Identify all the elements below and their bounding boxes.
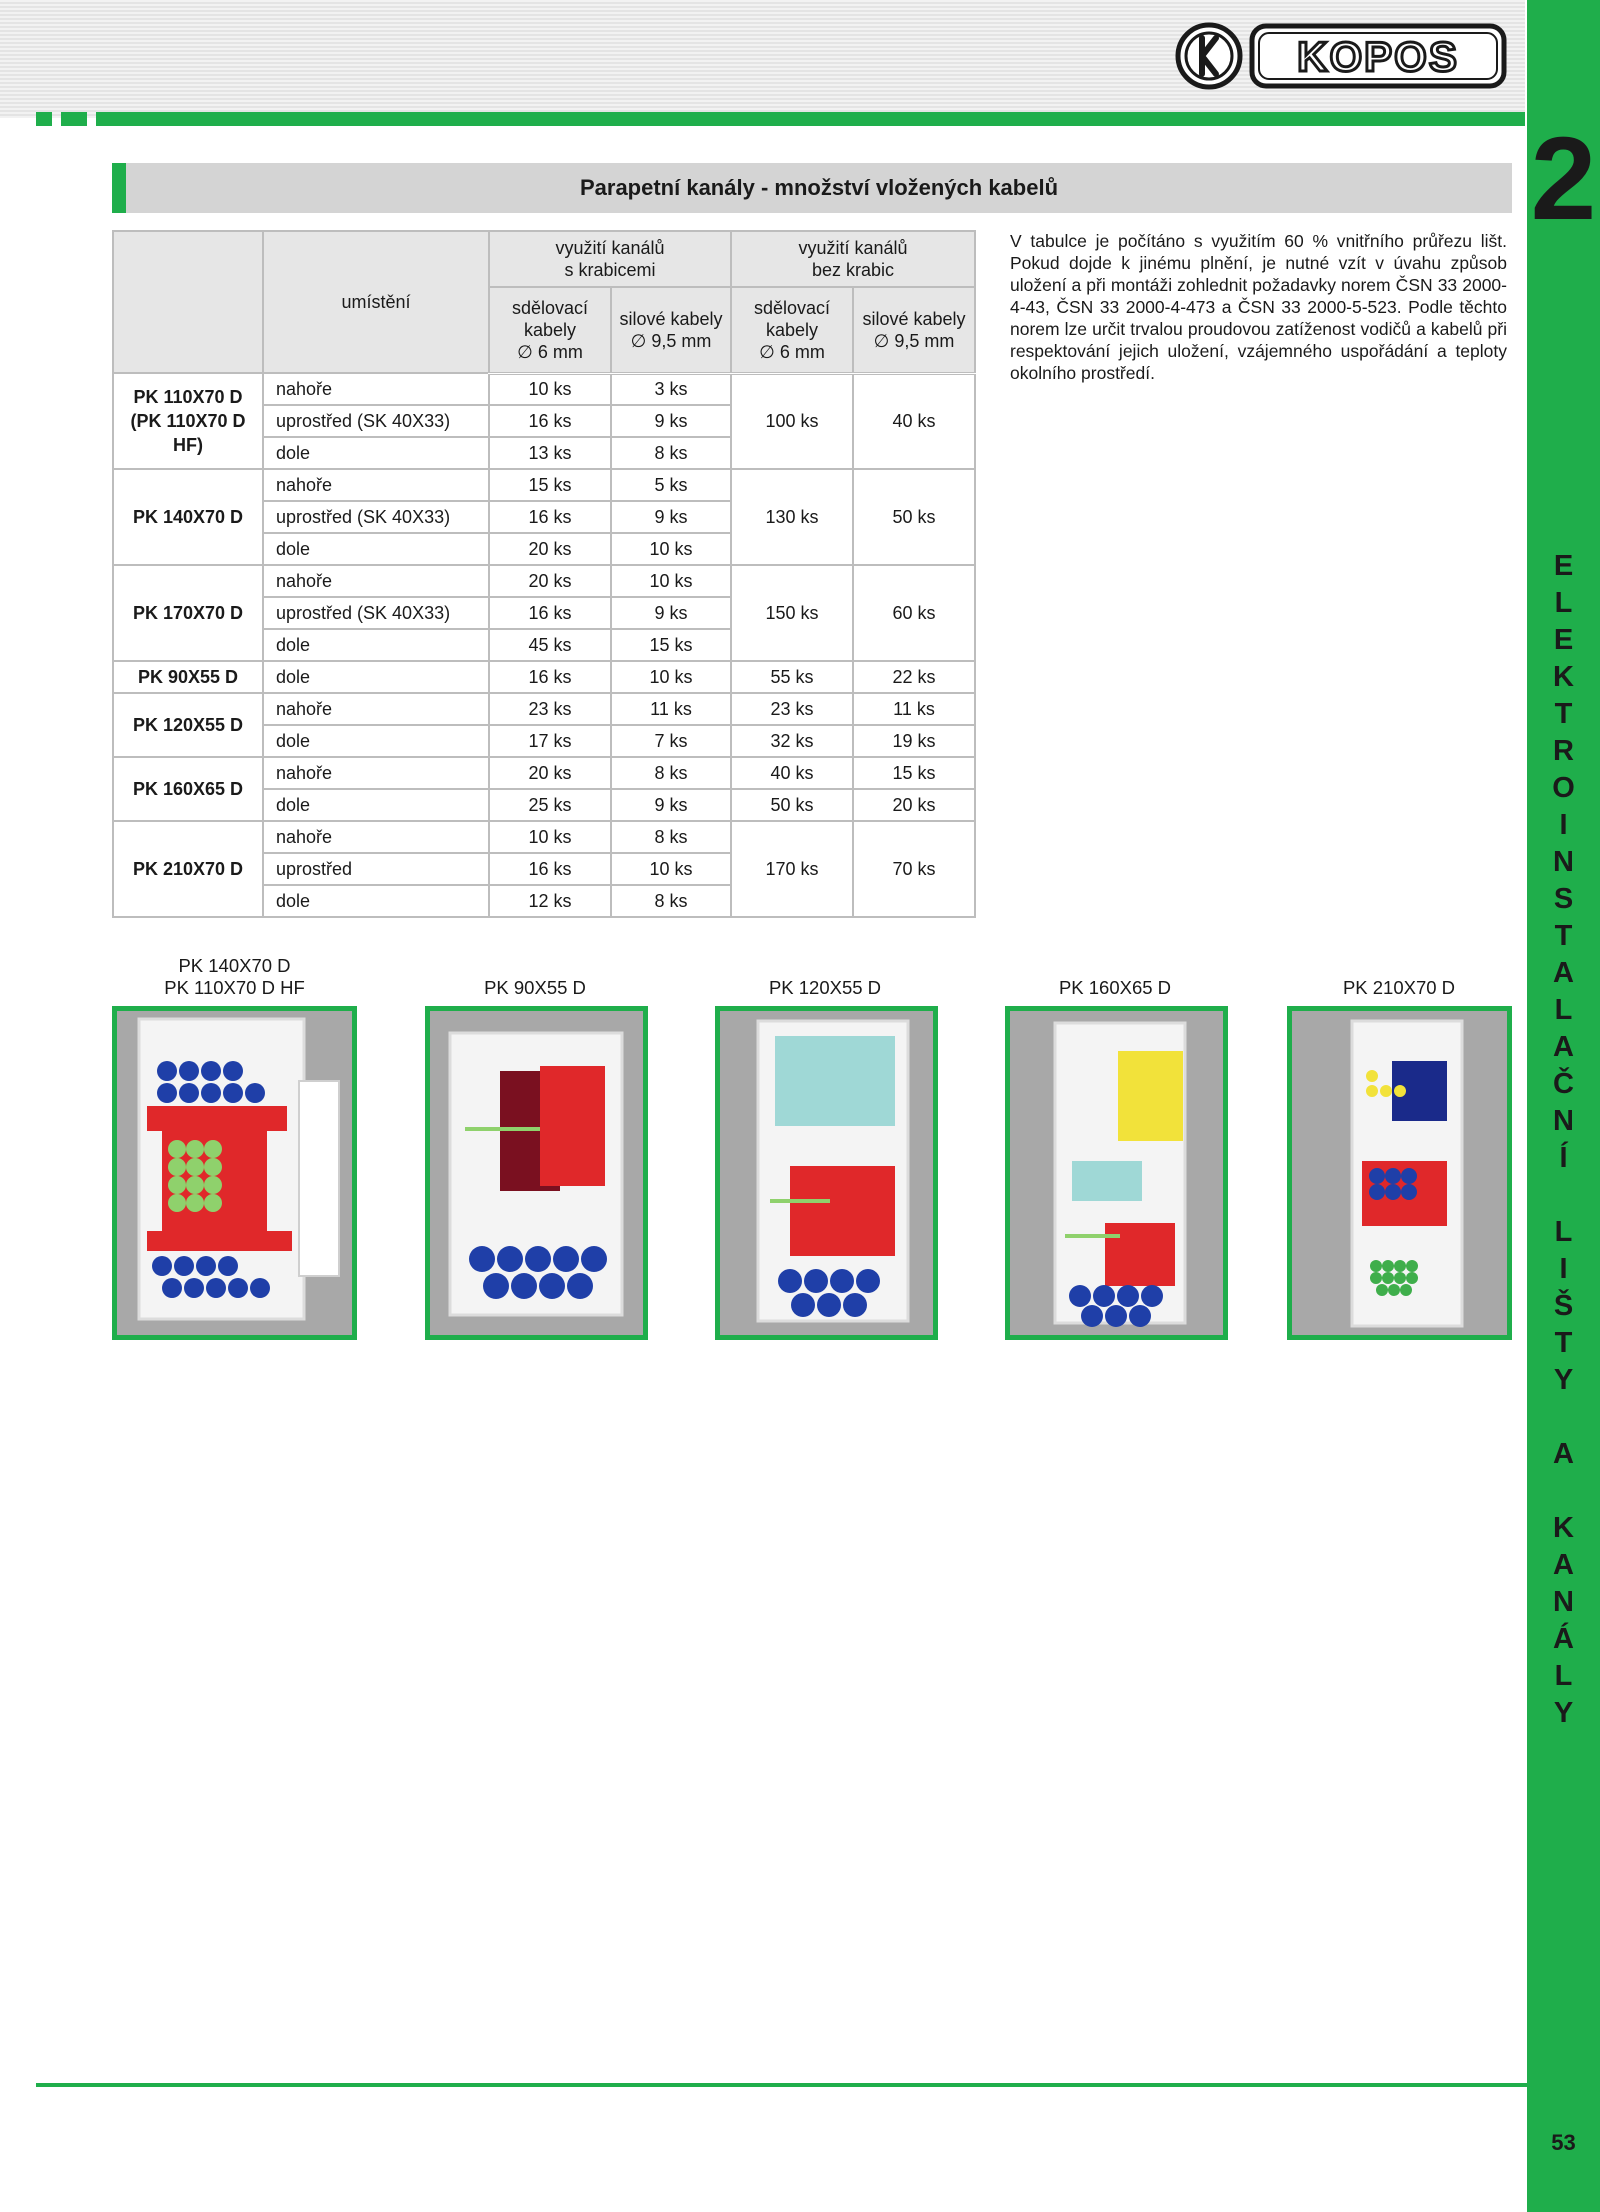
chapter-title-letter: L	[1554, 587, 1573, 619]
value-cell: 9 ks	[611, 789, 731, 821]
cable-capacity-table	[112, 230, 976, 918]
chapter-title-letter: R	[1553, 735, 1574, 767]
value-cell: 16 ks	[489, 661, 611, 693]
product-cell: PK 160X65 D	[113, 757, 263, 821]
chapter-title-letter: Š	[1553, 1290, 1574, 1322]
value-cell: 20 ks	[489, 565, 611, 597]
value-cell: 11 ks	[853, 693, 975, 725]
value-cell: 8 ks	[611, 437, 731, 469]
chapter-title-letter: L	[1554, 1216, 1573, 1248]
chapter-title-letter: Č	[1553, 1068, 1574, 1100]
table-row	[113, 373, 975, 405]
location-cell: dole	[263, 885, 489, 917]
chapter-title-letter	[1527, 1473, 1600, 1510]
cross-section-pk210	[1287, 1006, 1512, 1340]
value-cell: 13 ks	[489, 437, 611, 469]
value-cell: 11 ks	[611, 693, 731, 725]
cross-section-label: PK 90X55 D	[484, 977, 586, 998]
value-cell: 7 ks	[611, 725, 731, 757]
chapter-number: 2	[1530, 113, 1597, 245]
value-cell: 10 ks	[489, 821, 611, 853]
chapter-title-letter: K	[1553, 661, 1574, 693]
value-cell: 150 ks	[731, 565, 853, 661]
location-cell: uprostřed (SK 40X33)	[263, 597, 489, 629]
chapter-title-letter: I	[1559, 809, 1568, 841]
value-cell: 8 ks	[611, 757, 731, 789]
header-location: umístění	[263, 231, 489, 373]
cross-section-label: PK 140X70 D PK 110X70 D HF	[164, 955, 305, 998]
cross-section-label: PK 210X70 D	[1342, 977, 1456, 998]
chapter-title-letter	[1527, 1399, 1600, 1436]
kopos-logo	[1172, 20, 1510, 92]
cross-section-label: PK 160X65 D	[1058, 977, 1172, 998]
table-row	[113, 565, 975, 597]
value-cell: 100 ks	[731, 373, 853, 469]
section-title: Parapetní kanály - množství vložených kabelů	[579, 175, 1059, 200]
location-cell: nahoře	[263, 565, 489, 597]
chapter-title-letter: A	[1553, 1549, 1574, 1581]
table-header-row	[113, 231, 975, 287]
value-cell: 10 ks	[611, 853, 731, 885]
chapter-title-letter: Y	[1553, 1697, 1574, 1729]
chapter-title-letter: E	[1553, 550, 1574, 582]
value-cell: 12 ks	[489, 885, 611, 917]
header-signal-with-boxes: sdělovací kabely ∅ 6 mm	[489, 287, 611, 373]
cross-section-label: PK 120X55 D	[768, 977, 882, 998]
value-cell: 10 ks	[611, 661, 731, 693]
logo-text: KOPOS	[1297, 33, 1459, 80]
value-cell: 60 ks	[853, 565, 975, 661]
value-cell: 40 ks	[853, 373, 975, 469]
value-cell: 10 ks	[611, 533, 731, 565]
value-cell: 70 ks	[853, 821, 975, 917]
location-cell: dole	[263, 533, 489, 565]
value-cell: 9 ks	[611, 597, 731, 629]
value-cell: 40 ks	[731, 757, 853, 789]
chapter-title-letter: Í	[1559, 1142, 1568, 1174]
table-row	[113, 693, 975, 725]
header-product	[113, 231, 263, 373]
header-signal-without-boxes: sdělovací kabely ∅ 6 mm	[731, 287, 853, 373]
product-cell: PK 110X70 D (PK 110X70 D HF)	[113, 373, 263, 469]
header-power-with-boxes: silové kabely ∅ 9,5 mm	[611, 287, 731, 373]
table-row	[113, 469, 975, 501]
table-row	[113, 757, 975, 789]
value-cell: 55 ks	[731, 661, 853, 693]
chapter-title-letter: T	[1554, 1327, 1573, 1359]
value-cell: 16 ks	[489, 405, 611, 437]
value-cell: 9 ks	[611, 501, 731, 533]
value-cell: 17 ks	[489, 725, 611, 757]
location-cell: dole	[263, 629, 489, 661]
product-cell: PK 120X55 D	[113, 693, 263, 757]
footer-rule	[36, 2083, 1527, 2087]
product-cell: PK 170X70 D	[113, 565, 263, 661]
chapter-title-letter: A	[1553, 1438, 1574, 1470]
location-cell: dole	[263, 661, 489, 693]
chapter-title-letter: L	[1554, 1660, 1573, 1692]
header-group-with-boxes: využití kanálů s krabicemi	[489, 231, 731, 287]
chapter-title-letter: N	[1553, 1586, 1574, 1618]
value-cell: 15 ks	[611, 629, 731, 661]
location-cell: dole	[263, 789, 489, 821]
cross-section-pk140	[112, 1006, 357, 1340]
chapter-title-letter: I	[1559, 1253, 1568, 1285]
value-cell: 16 ks	[489, 597, 611, 629]
chapter-vertical-title	[1527, 548, 1600, 1732]
value-cell: 3 ks	[611, 373, 731, 405]
chapter-title-letter	[1527, 1177, 1600, 1214]
value-cell: 50 ks	[853, 469, 975, 565]
chapter-title-letter: Y	[1553, 1364, 1574, 1396]
chapter-title-letter: S	[1553, 883, 1574, 915]
header-power-without-boxes: silové kabely ∅ 9,5 mm	[853, 287, 975, 373]
value-cell: 170 ks	[731, 821, 853, 917]
table-row	[113, 661, 975, 693]
value-cell: 32 ks	[731, 725, 853, 757]
value-cell: 25 ks	[489, 789, 611, 821]
value-cell: 23 ks	[489, 693, 611, 725]
cross-section-pk120	[715, 1006, 938, 1340]
value-cell: 22 ks	[853, 661, 975, 693]
location-cell: nahoře	[263, 821, 489, 853]
product-cell: PK 210X70 D	[113, 821, 263, 917]
section-title-bar	[112, 163, 1512, 213]
chapter-title-letter: T	[1554, 920, 1573, 952]
product-cell: PK 90X55 D	[113, 661, 263, 693]
value-cell: 19 ks	[853, 725, 975, 757]
location-cell: nahoře	[263, 469, 489, 501]
chapter-title-letter: E	[1553, 624, 1574, 656]
value-cell: 16 ks	[489, 501, 611, 533]
cross-section-pk90	[425, 1006, 648, 1340]
chapter-title-letter: L	[1554, 994, 1573, 1026]
location-cell: nahoře	[263, 693, 489, 725]
value-cell: 16 ks	[489, 853, 611, 885]
value-cell: 20 ks	[489, 757, 611, 789]
chapter-title-letter: K	[1553, 1512, 1574, 1544]
table-row	[113, 821, 975, 853]
value-cell: 20 ks	[489, 533, 611, 565]
location-cell: dole	[263, 437, 489, 469]
value-cell: 15 ks	[489, 469, 611, 501]
value-cell: 9 ks	[611, 405, 731, 437]
product-cell: PK 140X70 D	[113, 469, 263, 565]
value-cell: 130 ks	[731, 469, 853, 565]
value-cell: 23 ks	[731, 693, 853, 725]
value-cell: 45 ks	[489, 629, 611, 661]
value-cell: 5 ks	[611, 469, 731, 501]
value-cell: 10 ks	[611, 565, 731, 597]
usage-note: V tabulce je počítáno s využitím 60 % vnitřního průřezu lišt. Pokud dojde k jinému plnění, je nutné vzít v úvahu způsob uložení a při montáži zohlednit požadavky norem ČSN 33 2000-4-43, ČSN 33 2000-4-473 a ČSN 33 2000-5-523. Podle těchto norem lze určit trvalou proudovou zatíženost vodičů a kabelů při respektování jejich uložení, vzájemného uspořádání a teploty okolního prostředí.	[1010, 231, 1507, 383]
value-cell: 8 ks	[611, 821, 731, 853]
location-cell: uprostřed (SK 40X33)	[263, 405, 489, 437]
value-cell: 10 ks	[489, 373, 611, 405]
location-cell: nahoře	[263, 757, 489, 789]
header-group-without-boxes: využití kanálů bez krabic	[731, 231, 975, 287]
header-rule	[105, 112, 1525, 126]
location-cell: nahoře	[263, 373, 489, 405]
value-cell: 8 ks	[611, 885, 731, 917]
value-cell: 20 ks	[853, 789, 975, 821]
value-cell: 15 ks	[853, 757, 975, 789]
chapter-title-letter: Á	[1553, 1623, 1574, 1655]
cross-section-pk160	[1005, 1006, 1228, 1340]
location-cell: uprostřed	[263, 853, 489, 885]
chapter-title-letter: N	[1553, 1105, 1574, 1137]
page-number: 53	[1551, 2130, 1576, 2155]
location-cell: uprostřed (SK 40X33)	[263, 501, 489, 533]
chapter-title-letter: N	[1553, 846, 1574, 878]
chapter-title-letter: A	[1553, 1031, 1574, 1063]
chapter-title-letter: T	[1554, 698, 1573, 730]
value-cell: 50 ks	[731, 789, 853, 821]
chapter-title-letter: A	[1553, 957, 1574, 989]
chapter-title-letter: O	[1552, 772, 1575, 804]
location-cell: dole	[263, 725, 489, 757]
